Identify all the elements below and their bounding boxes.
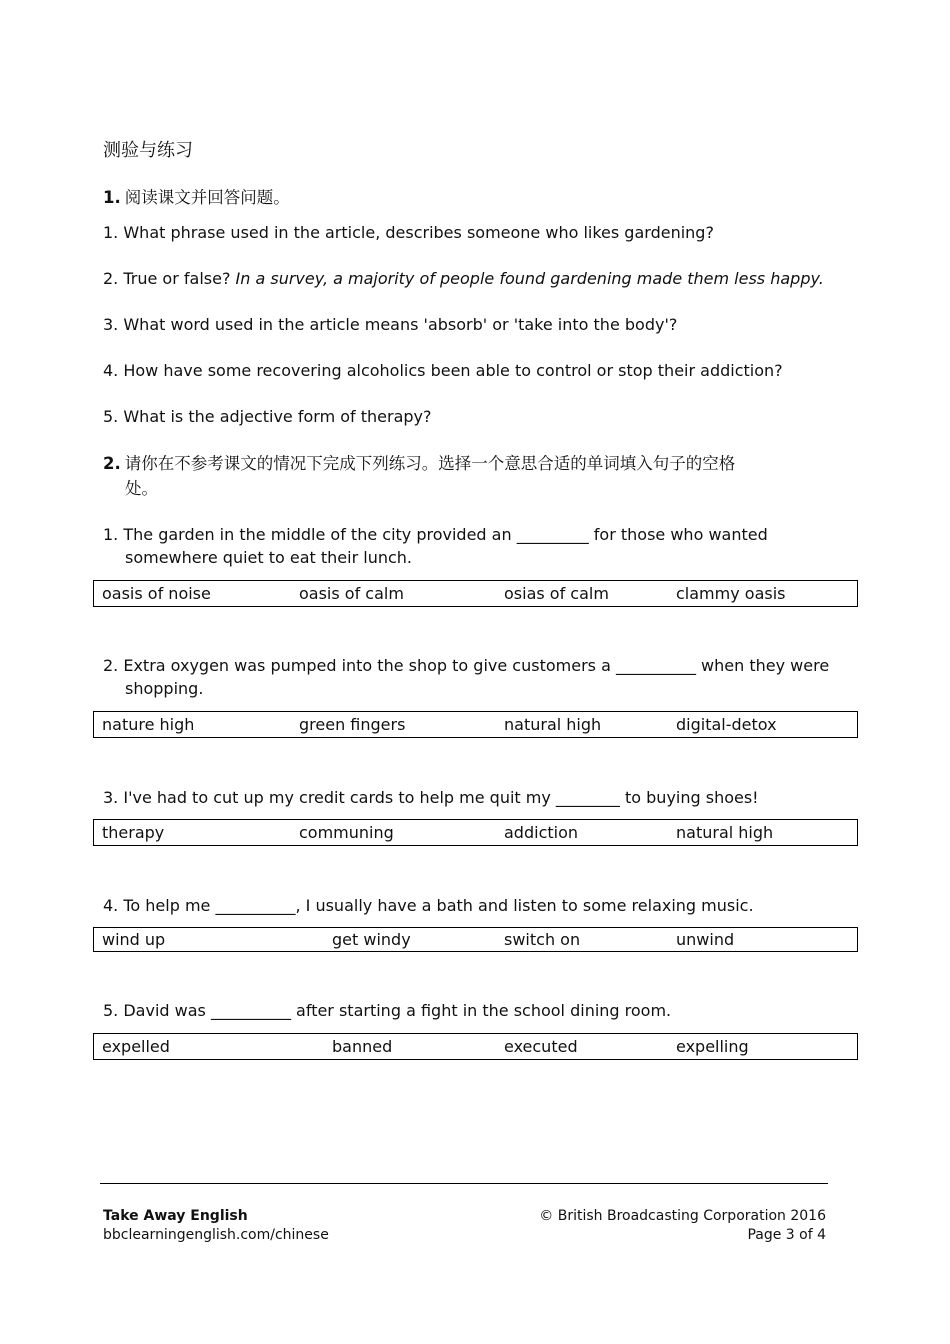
option[interactable]: expelling <box>676 1037 749 1056</box>
section-1-heading <box>103 184 290 208</box>
option[interactable]: therapy <box>102 823 165 842</box>
question-2-3: 3. I've had to cut up my credit cards to help me quit my ________ to buying shoes! <box>103 788 759 807</box>
section-1-text: 阅读课文并回答问题。 <box>124 188 290 207</box>
question-1-2-statement: In a survey, a majority of people found gardening made them less happy. <box>235 269 824 288</box>
option[interactable]: green fingers <box>299 715 406 734</box>
footer-right <box>539 1207 826 1245</box>
option[interactable]: nature high <box>102 715 195 734</box>
footer-copyright: © British Broadcasting Corporation 2016 <box>539 1208 826 1224</box>
footer-divider <box>100 1183 828 1184</box>
question-1-2-text: 2. True or false? <box>103 269 236 288</box>
question-2-1 <box>103 523 843 569</box>
option[interactable]: unwind <box>676 930 735 949</box>
option[interactable]: banned <box>332 1037 393 1056</box>
option[interactable]: oasis of calm <box>299 584 404 603</box>
section-1-number: 1. <box>103 188 121 207</box>
option[interactable]: wind up <box>102 930 166 949</box>
question-1-3: 3. What word used in the article means 'absorb' or 'take into the body'? <box>103 315 678 334</box>
option[interactable]: osias of calm <box>504 584 609 603</box>
question-2-5: 5. David was __________ after starting a fight in the school dining room. <box>103 1001 672 1020</box>
options-row-5 <box>93 1033 858 1060</box>
section-2-text: 请你在不参考课文的情况下完成下列练习。选择一个意思合适的单词填入句子的空格 <box>124 454 736 473</box>
question-1-2 <box>103 267 843 290</box>
footer-brand: Take Away English <box>103 1208 248 1224</box>
question-2-1-line2: somewhere quiet to eat their lunch. <box>125 548 412 567</box>
options-row-2 <box>93 711 858 738</box>
option[interactable]: natural high <box>504 715 602 734</box>
question-2-1-line1: 1. The garden in the middle of the city provided an _________ for those who wanted <box>103 525 768 544</box>
options-row-1 <box>93 580 858 607</box>
options-row-4 <box>93 927 858 952</box>
option[interactable]: addiction <box>504 823 579 842</box>
option[interactable]: switch on <box>504 930 581 949</box>
question-2-4: 4. To help me __________, I usually have a bath and listen to some relaxing music. <box>103 896 754 915</box>
section-2-text-cont: 处。 <box>125 479 158 498</box>
option[interactable]: communing <box>299 823 394 842</box>
option[interactable]: get windy <box>332 930 411 949</box>
option[interactable]: clammy oasis <box>676 584 786 603</box>
question-1-4: 4. How have some recovering alcoholics been able to control or stop their addiction? <box>103 361 783 380</box>
question-1-1: 1. What phrase used in the article, describes someone who likes gardening? <box>103 223 714 242</box>
question-2-2-line2: shopping. <box>125 679 204 698</box>
options-row-3 <box>93 819 858 846</box>
footer-left <box>103 1207 329 1245</box>
section-2-heading <box>103 451 843 501</box>
question-2-2 <box>103 654 843 700</box>
option[interactable]: digital-detox <box>676 715 777 734</box>
page-title: 测验与练习 <box>103 140 193 161</box>
option[interactable]: expelled <box>102 1037 170 1056</box>
option[interactable]: oasis of noise <box>102 584 211 603</box>
footer-page-number: Page 3 of 4 <box>747 1227 826 1243</box>
question-2-2-line1: 2. Extra oxygen was pumped into the shop to give customers a __________ when they were <box>103 656 830 675</box>
option[interactable]: natural high <box>676 823 774 842</box>
option[interactable]: executed <box>504 1037 578 1056</box>
section-2-number: 2. <box>103 454 121 473</box>
question-1-5: 5. What is the adjective form of therapy? <box>103 407 432 426</box>
footer-url[interactable]: bbclearningenglish.com/chinese <box>103 1227 329 1243</box>
